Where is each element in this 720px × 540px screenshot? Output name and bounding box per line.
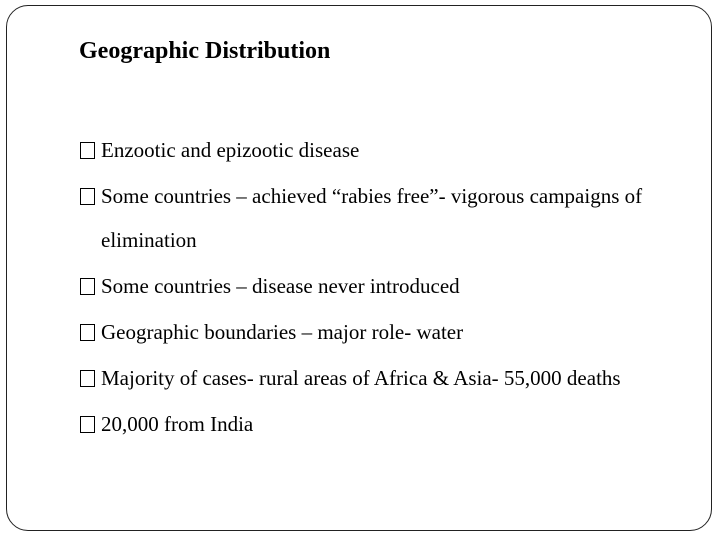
bullet-list	[79, 128, 679, 448]
bullet-text: Some countries – disease never introduced	[101, 274, 460, 298]
bullet-item	[79, 402, 679, 446]
checkbox-bullet-icon	[80, 188, 95, 205]
checkbox-bullet-icon	[80, 142, 95, 159]
bullet-item	[79, 128, 679, 172]
bullet-text: Geographic boundaries – major role- water	[101, 320, 464, 344]
bullet-item	[79, 264, 679, 308]
checkbox-bullet-icon	[80, 324, 95, 341]
bullet-text: Enzootic and epizootic disease	[101, 138, 360, 162]
bullet-item	[79, 174, 679, 262]
bullet-item	[79, 356, 679, 400]
checkbox-bullet-icon	[80, 278, 95, 295]
checkbox-bullet-icon	[80, 416, 95, 433]
bullet-text: Some countries – achieved “rabies free”- vigorous campaigns of elimination	[101, 184, 643, 252]
bullet-item	[79, 310, 679, 354]
checkbox-bullet-icon	[80, 370, 95, 387]
slide-title: Geographic Distribution	[79, 38, 331, 64]
bullet-text: 20,000 from India	[101, 412, 254, 436]
bullet-text: Majority of cases- rural areas of Africa & Asia- 55,000 deaths	[101, 366, 621, 390]
